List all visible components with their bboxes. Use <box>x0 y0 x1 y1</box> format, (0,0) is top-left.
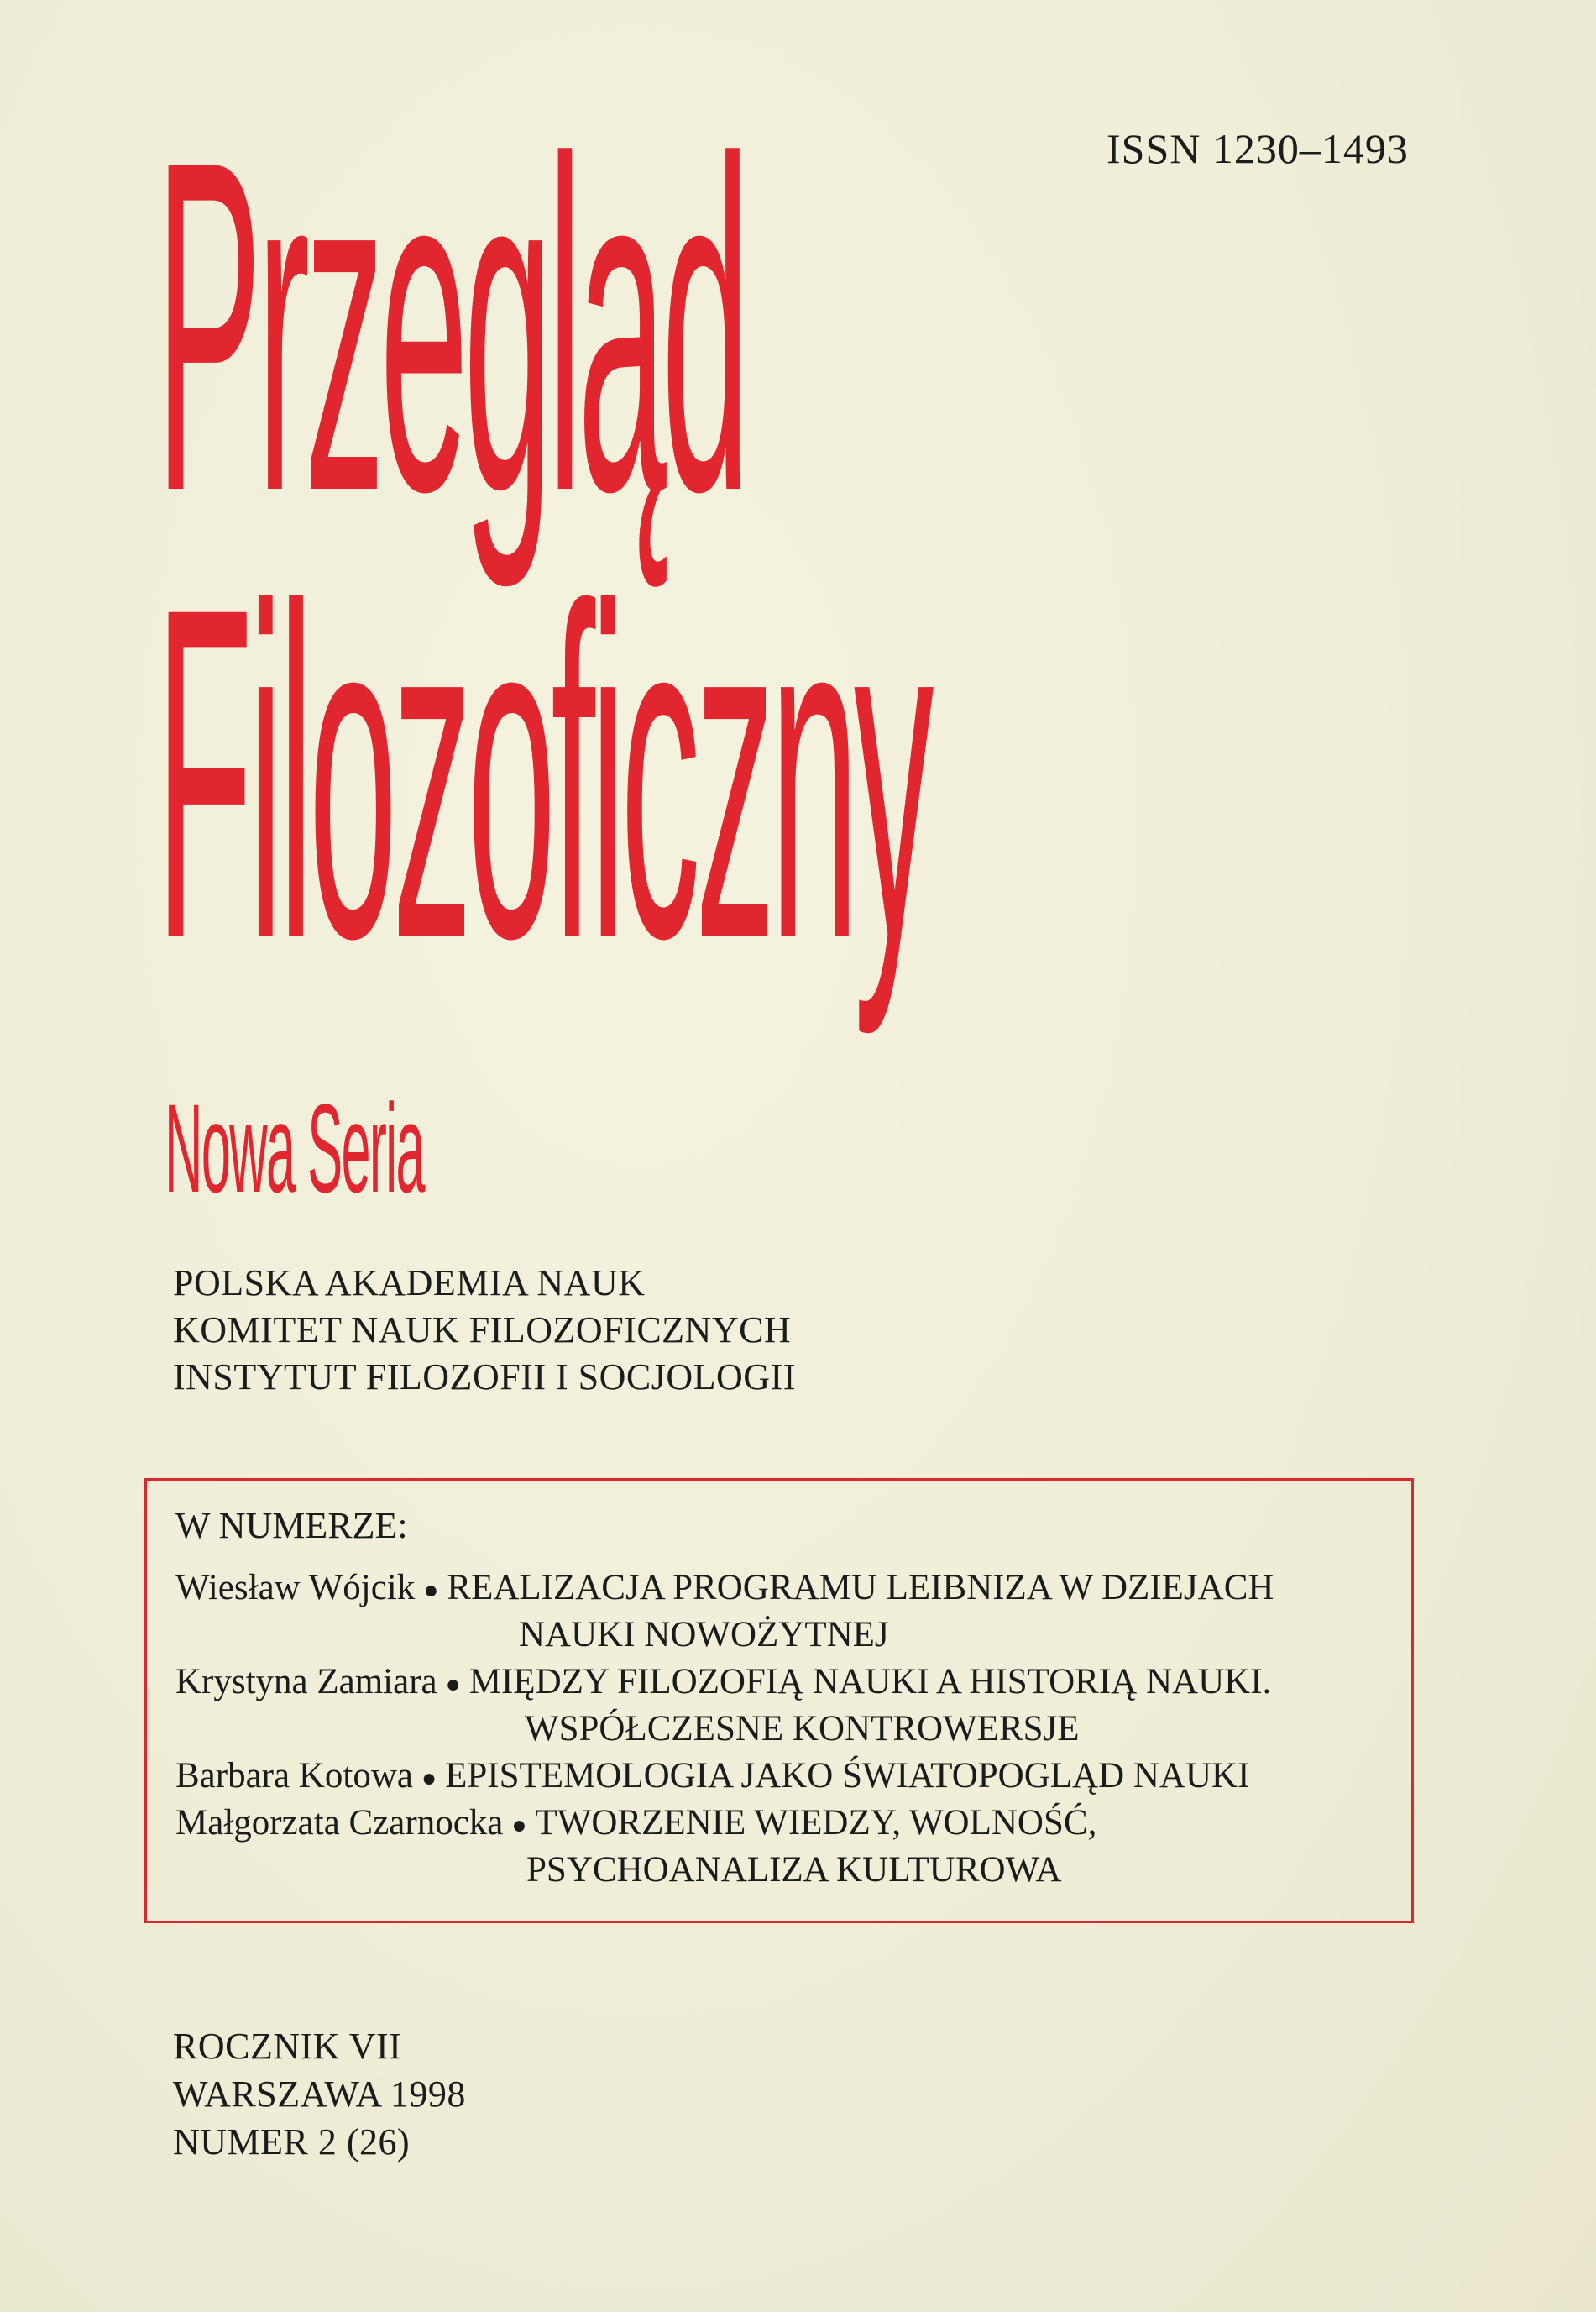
entry-title-continuation: WSPÓŁCZESNE KONTROWERSJE <box>525 1709 1080 1748</box>
journal-title-line-2: Filozoficzny <box>155 510 929 1035</box>
contents-box <box>144 1478 1414 1923</box>
contents-entry <box>175 1565 1274 1614</box>
volume-line: ROCZNIK VII <box>173 2026 402 2067</box>
journal-title-line-1: Przegląd <box>155 63 746 589</box>
volume-line: NUMER 2 (26) <box>173 2121 411 2163</box>
publisher-line: POLSKA AKADEMIA NAUK <box>173 1262 646 1303</box>
contents-heading: W NUMERZE: <box>175 1505 408 1546</box>
publisher-line: KOMITET NAUK FILOZOFICZNYCH <box>173 1309 792 1350</box>
bullet-icon: ● <box>445 1670 461 1699</box>
contents-entry <box>175 1659 1271 1708</box>
entry-title: REALIZACJA PROGRAMU LEIBNIZA W DZIEJACH <box>447 1568 1274 1607</box>
contents-entry <box>175 1753 1249 1802</box>
journal-subtitle: Nowa Seria <box>165 1077 424 1219</box>
volume-info <box>173 2022 466 2166</box>
entry-title-continuation: PSYCHOANALIZA KULTUROWA <box>526 1850 1062 1890</box>
entry-author: Krystyna Zamiara <box>175 1662 437 1701</box>
entry-title: EPISTEMOLOGIA JAKO ŚWIATOPOGLĄD NAUKI <box>445 1756 1250 1796</box>
entry-author: Wiesław Wójcik <box>175 1568 416 1607</box>
bullet-icon: ● <box>423 1576 439 1605</box>
issn-number: ISSN 1230–1493 <box>1107 125 1409 172</box>
contents-entry <box>175 1800 1096 1849</box>
publisher-block <box>173 1260 796 1401</box>
entry-author: Barbara Kotowa <box>175 1756 413 1796</box>
entry-title-continuation: NAUKI NOWOŻYTNEJ <box>519 1615 889 1654</box>
bullet-icon: ● <box>421 1764 437 1793</box>
volume-line: WARSZAWA 1998 <box>173 2073 466 2115</box>
bullet-icon: ● <box>511 1811 527 1840</box>
entry-title: MIĘDZY FILOZOFIĄ NAUKI A HISTORIĄ NAUKI. <box>468 1662 1272 1701</box>
publisher-line: INSTYTUT FILOZOFII I SOCJOLOGII <box>173 1356 796 1397</box>
entry-title: TWORZENIE WIEDZY, WOLNOŚĆ, <box>535 1803 1097 1843</box>
entry-author: Małgorzata Czarnocka <box>175 1803 504 1843</box>
